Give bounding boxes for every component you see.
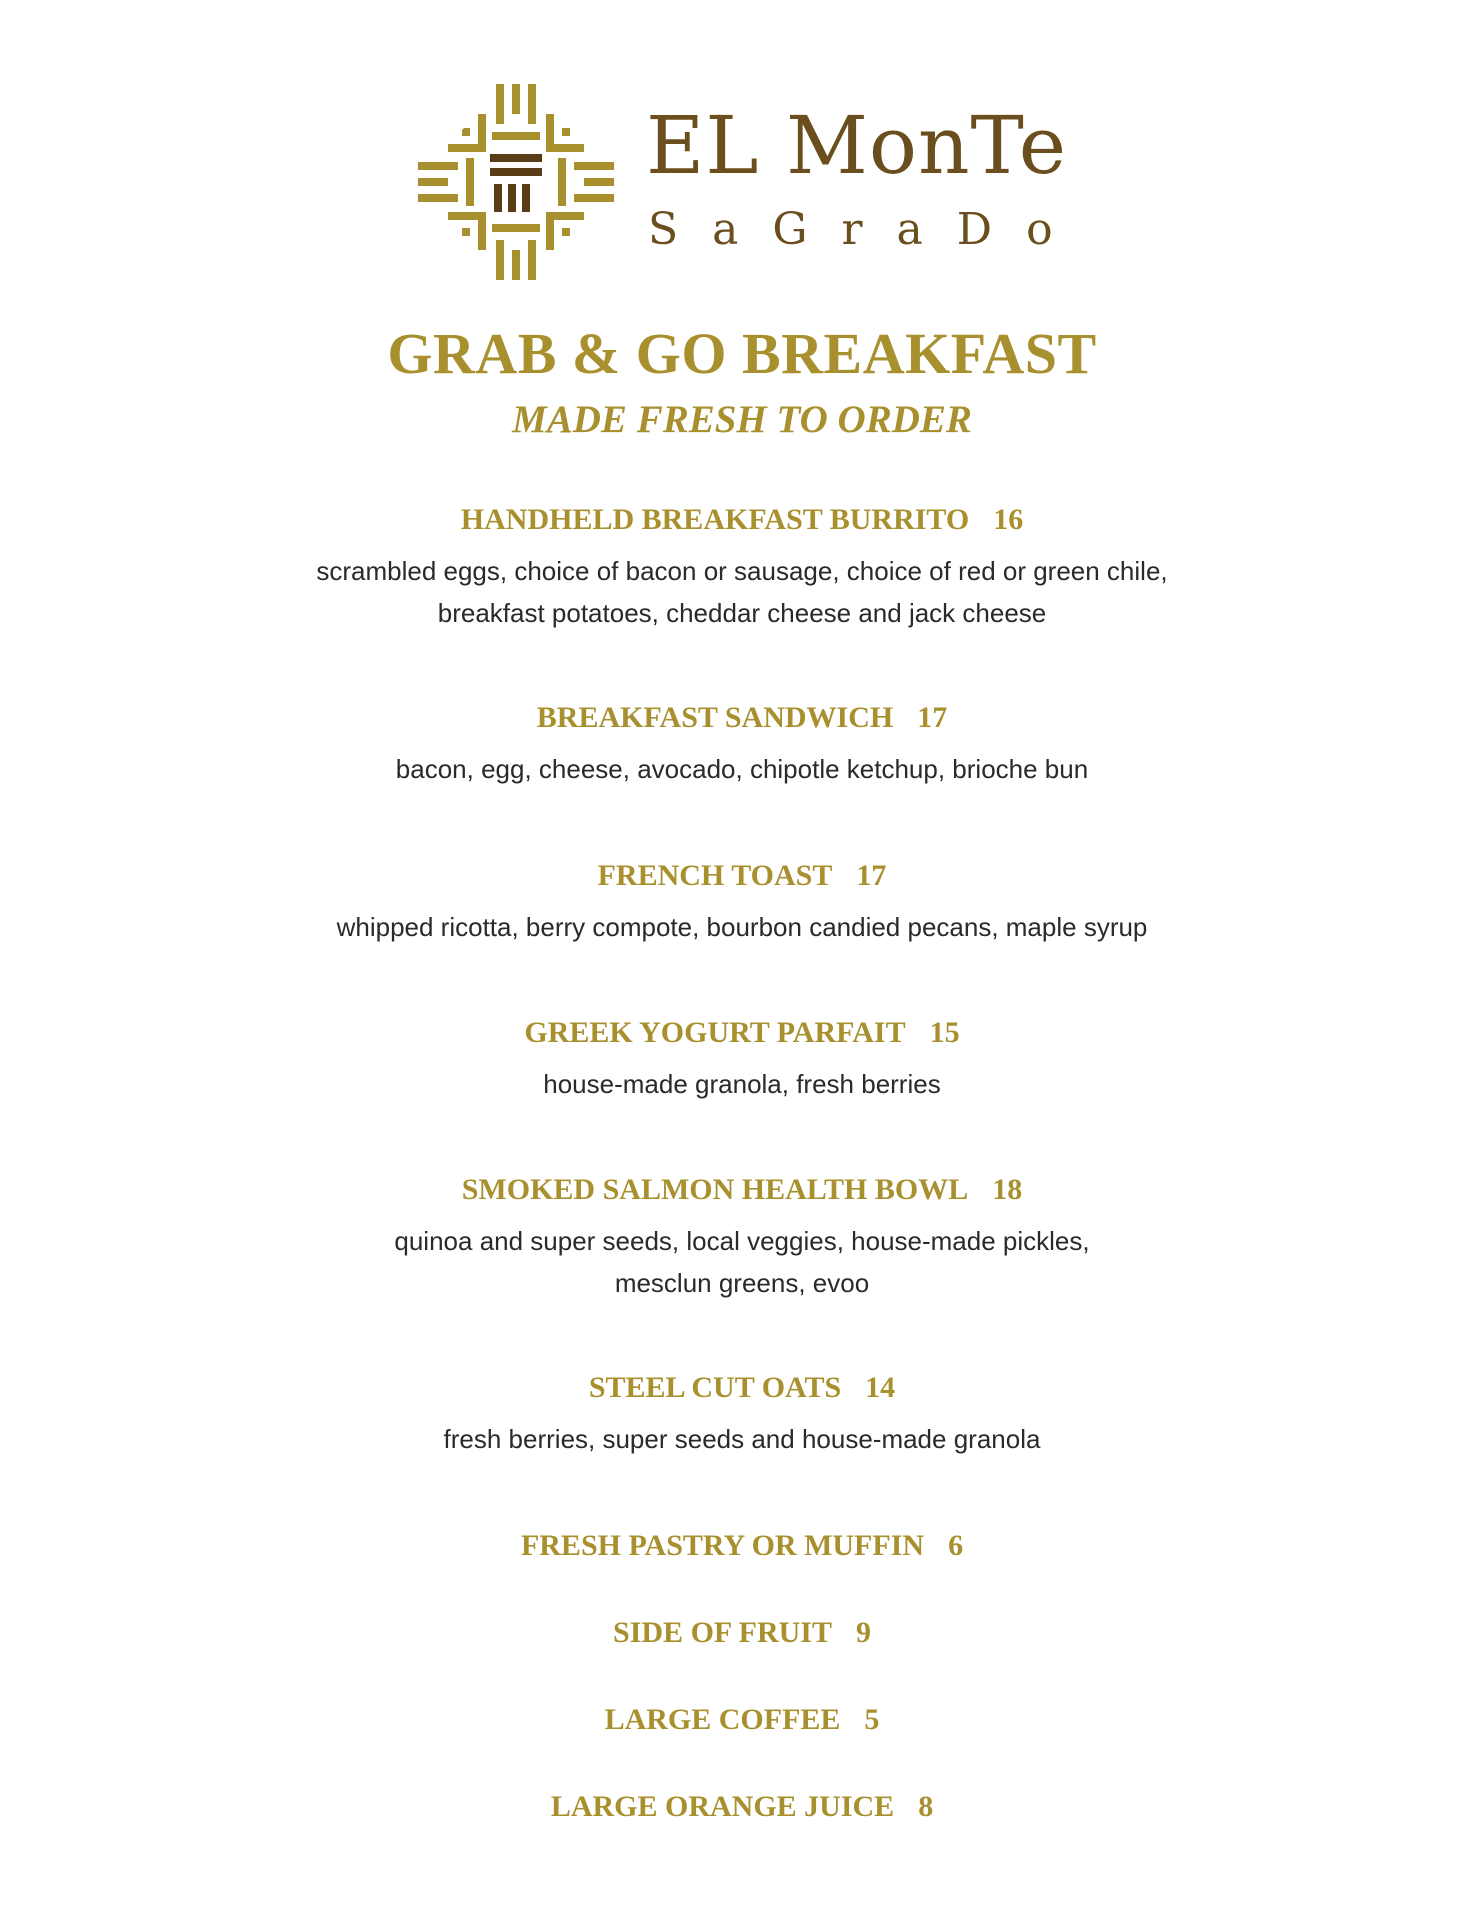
brand-tagline: SaGraDo: [648, 204, 1087, 255]
menu-item-description: [0, 1220, 1484, 1304]
menu-item-price: 9: [855, 1616, 871, 1649]
description-line: mesclun greens, evoo: [614, 1268, 870, 1298]
menu-item-heading: [0, 502, 1484, 538]
menu-item-price: 17: [856, 859, 887, 892]
menu-item-description: [0, 1063, 1484, 1105]
menu-item-name: LARGE ORANGE JUICE: [550, 1790, 895, 1823]
menu-item-price: 14: [865, 1371, 896, 1404]
menu-item-name: BREAKFAST SANDWICH: [536, 701, 894, 734]
description-line: whipped ricotta, berry compote, bourbon candied pecans, maple syrup: [336, 912, 1148, 942]
description-line: scrambled eggs, choice of bacon or sausage, choice of red or green chile,: [316, 556, 1168, 586]
menu-item-price: 6: [948, 1529, 964, 1562]
menu-item: [0, 1789, 1484, 1825]
menu-item: [0, 1528, 1484, 1564]
description-line: fresh berries, super seeds and house-made granola: [443, 1424, 1041, 1454]
menu-item-name: SMOKED SALMON HEALTH BOWL: [461, 1173, 969, 1206]
menu-item-name: GREEK YOGURT PARFAIT: [524, 1016, 906, 1049]
menu-item-description: [0, 748, 1484, 790]
menu-item: [0, 700, 1484, 790]
menu-item-name: FRENCH TOAST: [597, 859, 833, 892]
page-subtitle: MADE FRESH TO ORDER: [512, 398, 972, 441]
menu-item-price: 15: [929, 1016, 960, 1049]
menu-item-price: 17: [917, 701, 948, 734]
description-line: bacon, egg, cheese, avocado, chipotle ketchup, brioche bun: [395, 754, 1089, 784]
menu-item-description: [0, 550, 1484, 634]
menu-item: [0, 1702, 1484, 1738]
description-line: breakfast potatoes, cheddar cheese and jack cheese: [437, 598, 1047, 628]
menu-item: [0, 1015, 1484, 1105]
menu-item-heading: [0, 1615, 1484, 1651]
menu-item: [0, 502, 1484, 634]
menu-item: [0, 1615, 1484, 1651]
menu-item-heading: [0, 858, 1484, 894]
menu-item-name: SIDE OF FRUIT: [613, 1616, 832, 1649]
menu-item-price: 16: [993, 503, 1024, 536]
menu-item-price: 5: [864, 1703, 880, 1736]
description-line: house-made granola, fresh berries: [543, 1069, 941, 1099]
menu-item-heading: [0, 1702, 1484, 1738]
menu-item-name: STEEL CUT OATS: [588, 1371, 842, 1404]
menu-item-heading: [0, 1172, 1484, 1208]
menu-item-price: 8: [918, 1790, 934, 1823]
menu-item: [0, 858, 1484, 948]
menu-item-description: [0, 906, 1484, 948]
menu-item-heading: [0, 1789, 1484, 1825]
menu-item-heading: [0, 1370, 1484, 1406]
menu-item-heading: [0, 700, 1484, 736]
menu-item: [0, 1370, 1484, 1460]
menu-item-name: HANDHELD BREAKFAST BURRITO: [460, 503, 970, 536]
menu-item-name: FRESH PASTRY OR MUFFIN: [520, 1529, 925, 1562]
page-title: GRAB & GO BREAKFAST: [387, 321, 1097, 386]
brand-name: EL MonTe: [646, 99, 1068, 192]
menu-item-description: [0, 1418, 1484, 1460]
menu-item-heading: [0, 1015, 1484, 1051]
description-line: quinoa and super seeds, local veggies, house-made pickles,: [394, 1226, 1090, 1256]
emblem-icon: [418, 84, 614, 280]
menu-item: [0, 1172, 1484, 1304]
menu-item-name: LARGE COFFEE: [604, 1703, 841, 1736]
menu-item-heading: [0, 1528, 1484, 1564]
menu-item-price: 18: [992, 1173, 1023, 1206]
brand-logo: [418, 84, 1087, 280]
